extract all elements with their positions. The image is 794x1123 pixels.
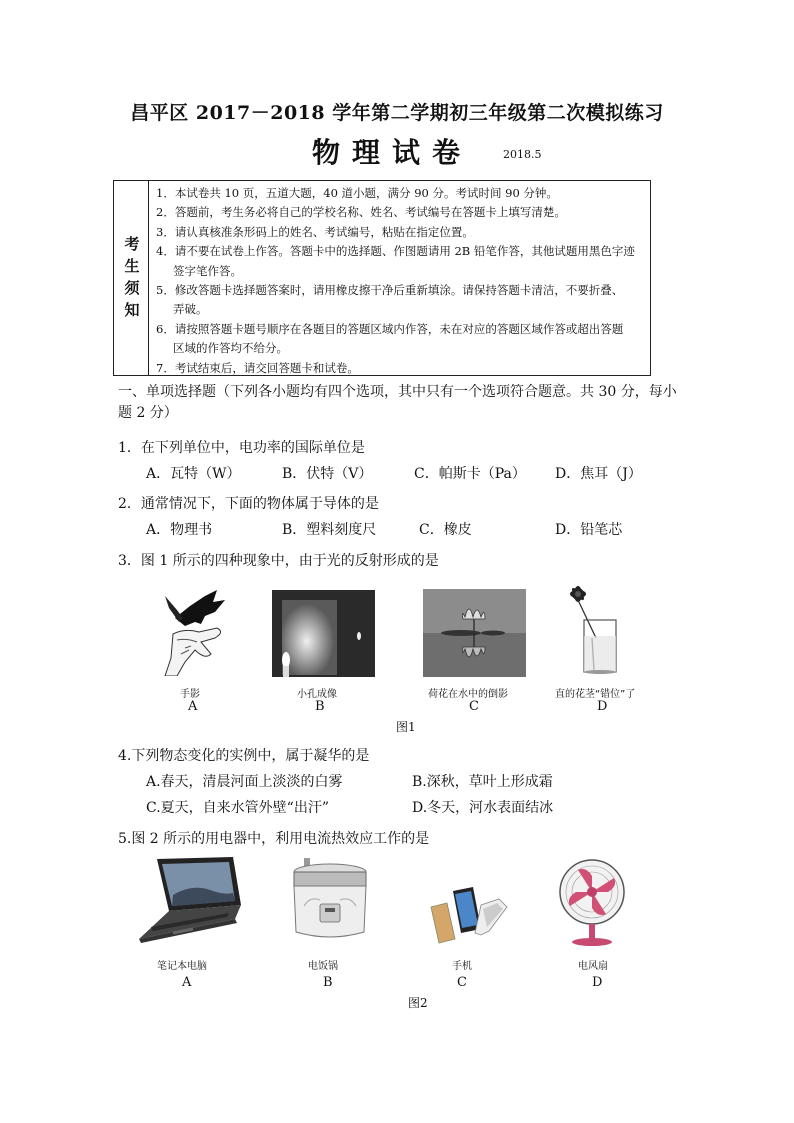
exam-title: 昌平区 2017－2018 学年第二学期初三年级第二次模拟练习 [130, 102, 664, 124]
section-heading: 一、单项选择题（下列各小题均有四个选项，其中只有一个选项符合题意。共 30 分，每小 题 2 分） [118, 384, 677, 421]
q2-option-c: C．橡皮 [419, 522, 472, 538]
notice-item-cont: 区域的作答均不给分。 [173, 341, 288, 356]
fig2-letter-d: D [592, 975, 603, 990]
notice-item: 4．请不要在试卷上作答。答题卡中的选择题、作图题请用 2B 铅笔作答，其他试题用黑色字迹 [156, 244, 635, 259]
notice-item: 5．修改答题卡选择题答案时，请用橡皮擦干净后重新填涂。请保持答题卡清洁，不要折叠、 [156, 283, 624, 298]
q4-option-d: D.冬天，河水表面结冰 [412, 800, 554, 816]
notice-box [113, 180, 651, 376]
question-4-stem: 4.下列物态变化的实例中，属于凝华的是 [118, 748, 370, 764]
q1-option-a: A．瓦特（W） [146, 466, 241, 482]
notice-items [156, 184, 646, 378]
fig2-caption-d: 电风扇 [578, 961, 608, 972]
hand-shadow-image [155, 588, 233, 676]
fig1-caption-a: 手影 [180, 689, 200, 700]
fig1-caption-c: 荷花在水中的倒影 [428, 689, 508, 700]
q1-option-b: B．伏特（V） [282, 466, 373, 482]
rice-cooker-image [290, 856, 370, 944]
notice-item: 3．请认真核准条形码上的姓名、考试编号，粘贴在指定位置。 [156, 224, 474, 239]
question-3-stem: 3．图 1 所示的四种现象中，由于光的反射形成的是 [118, 553, 439, 569]
fig2-letter-c: C [457, 975, 467, 990]
q1-option-c: C．帕斯卡（Pa） [414, 466, 526, 482]
fig2-caption-c: 手机 [452, 961, 472, 972]
fig1-caption-d: 直的花茎“错位”了 [555, 689, 636, 700]
q2-option-d: D．铅笔芯 [555, 522, 623, 538]
fig1-letter-c: C [469, 699, 479, 714]
fig2-caption-a: 笔记本电脑 [157, 961, 207, 972]
notice-item: 6．请按照答题卡题号顺序在各题目的答题区域内作答，未在对应的答题区域作答或超出答题 [156, 321, 624, 336]
fig2-caption-b: 电饭锅 [308, 961, 338, 972]
lotus-reflection-image [423, 589, 526, 677]
question-2-stem: 2．通常情况下，下面的物体属于导体的是 [118, 496, 379, 512]
notice-item-cont: 签字笔作答。 [173, 263, 242, 278]
fig1-letter-b: B [315, 699, 325, 714]
notice-label: 考 生 须 知 [124, 235, 140, 319]
fig1-letter-d: D [597, 699, 608, 714]
fig1-caption-b: 小孔成像 [297, 689, 337, 700]
notice-label-cell [114, 181, 149, 375]
laptop-image [133, 855, 245, 945]
notice-item: 1．本试卷共 10 页，五道大题，40 道小题，满分 90 分。考试时间 90 分钟。 [156, 186, 558, 200]
exam-date: 2018.5 [503, 148, 542, 161]
subject-title: 物理试卷 [312, 136, 473, 169]
question-5-stem: 5.图 2 所示的用电器中，利用电流热效应工作的是 [118, 831, 430, 847]
figure-1-label: 图1 [396, 720, 416, 734]
q4-option-c: C.夏天，自来水管外壁“出汗” [146, 800, 329, 816]
q4-option-a: A.春天，清晨河面上淡淡的白雾 [146, 774, 343, 790]
mobile-phones-image [427, 883, 509, 945]
question-1-stem: 1．在下列单位中，电功率的国际单位是 [118, 440, 365, 456]
q4-option-b: B.深秋，草叶上形成霜 [412, 774, 553, 790]
pinhole-image [272, 590, 375, 677]
figure-2-label: 图2 [408, 996, 428, 1010]
fig2-letter-b: B [323, 975, 333, 990]
notice-item: 2．答题前，考生务必将自己的学校名称、姓名、考试编号在答题卡上填写清楚。 [156, 205, 566, 220]
flower-glass-image [558, 576, 620, 676]
notice-item: 7．考试结束后，请交回答题卡和试卷。 [156, 360, 359, 375]
fig1-letter-a: A [188, 699, 198, 714]
q2-option-b: B．塑料刻度尺 [282, 522, 377, 538]
q2-option-a: A．物理书 [146, 522, 213, 538]
electric-fan-image [556, 856, 628, 948]
q1-option-d: D．焦耳（J） [555, 466, 642, 482]
notice-item-cont: 弄破。 [173, 302, 208, 317]
fig2-letter-a: A [182, 975, 192, 990]
